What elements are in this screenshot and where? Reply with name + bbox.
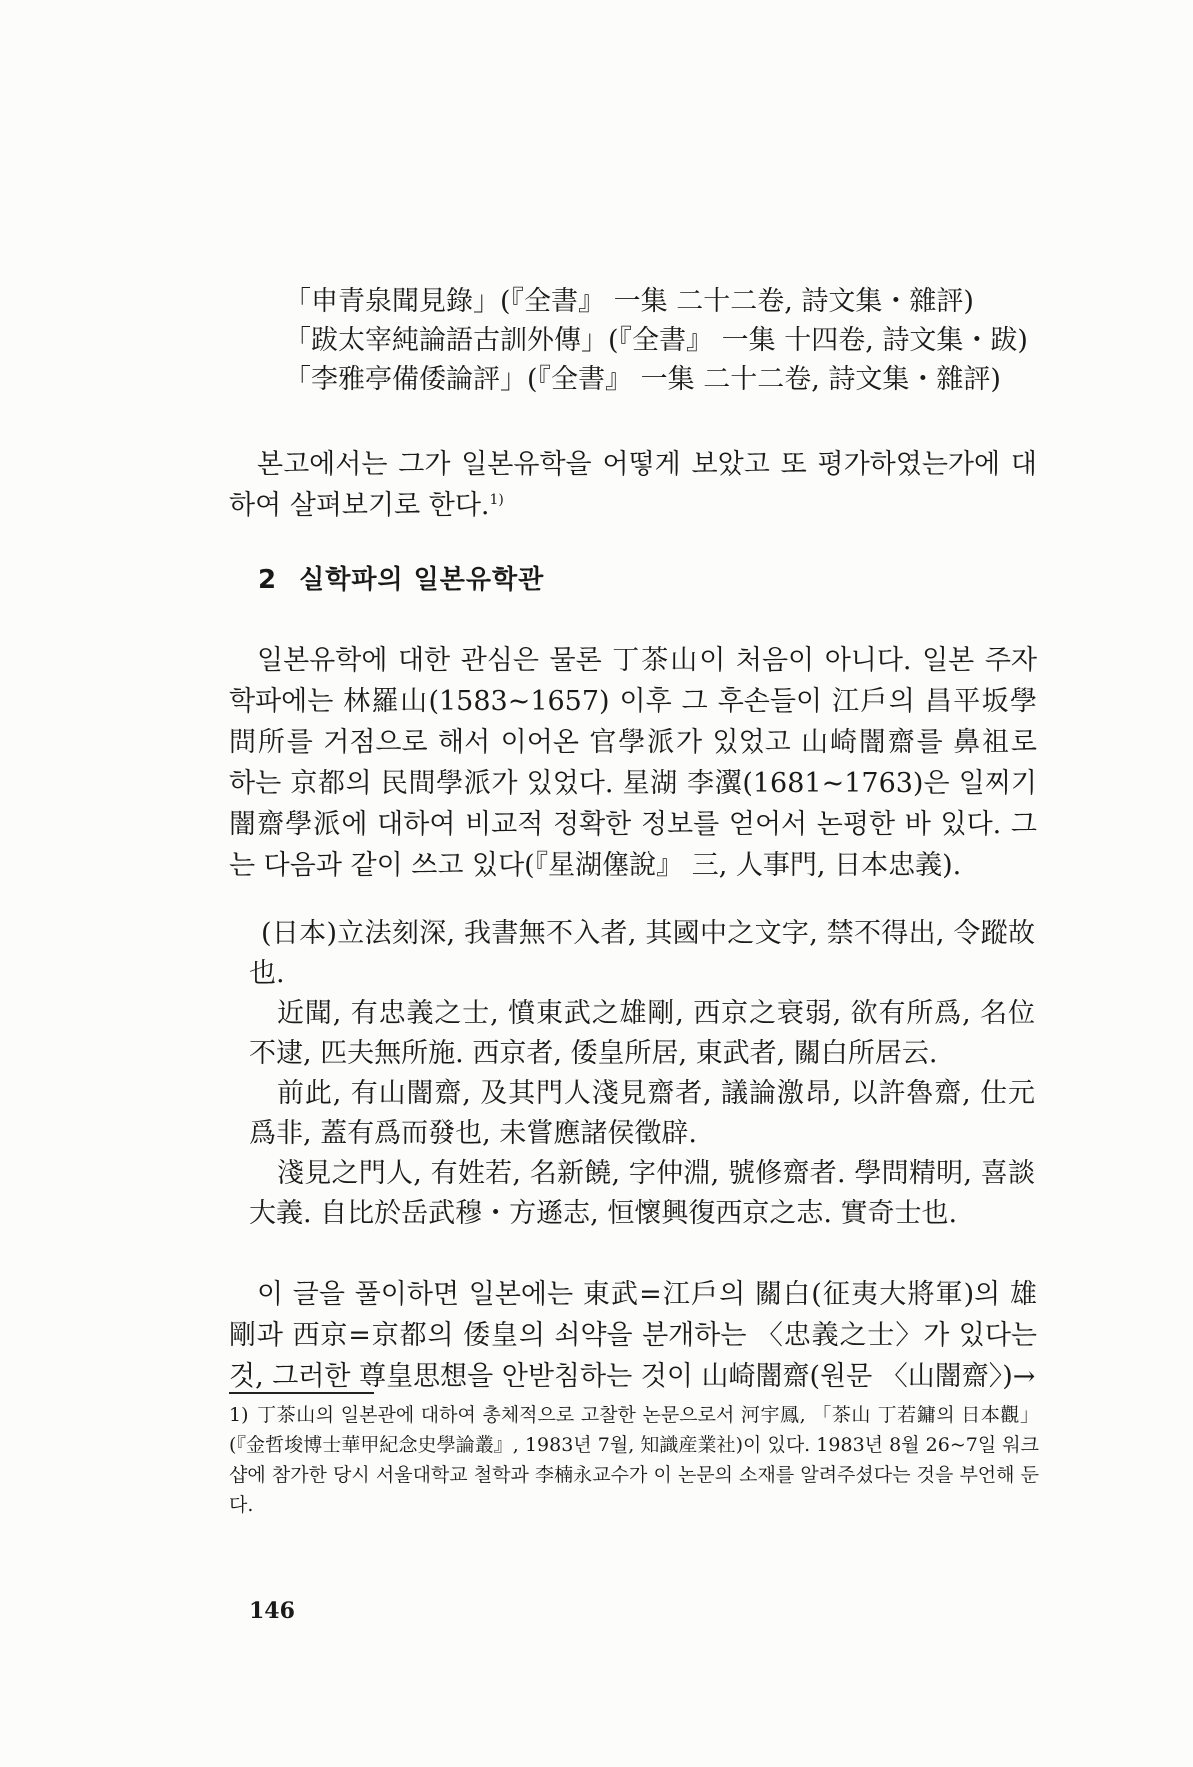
footnote — [229, 1400, 1039, 1520]
intro-text: 본고에서는 그가 일본유학을 어떻게 보았고 또 평가하였는가에 대하여 살펴보기로 한다. — [229, 449, 1037, 521]
quote-line: (日本)立法刻深, 我書無不入者, 其國中之文字, 禁不得出, 令蹤故也. — [249, 918, 1035, 989]
commentary-paragraph: 이 글을 풀이하면 일본에는 東武=江戶의 關白(征夷大將軍)의 雄剛과 西京=京都의 倭皇의 쇠약을 분개하는 〈忠義之士〉가 있다는 것, 그러한 尊皇思想을 안받침하는 것이 山崎闇齋(원문 〈山闇齋〉)→ — [229, 1279, 1037, 1392]
quote-line: 近聞, 有忠義之士, 憤東武之雄剛, 西京之衰弱, 欲有所爲, 名位不逮, 匹夫無所施. 西京者, 倭皇所居, 東武者, 關白所居云. — [249, 998, 1035, 1069]
classical-quotation — [249, 914, 1035, 1234]
footnote-mark: 1) — [229, 1404, 249, 1426]
body-paragraph: 일본유학에 대한 관심은 물론 丁茶山이 처음이 아니다. 일본 주자학파에는 林羅山(1583~1657) 이후 그 후손들이 江戶의 昌平坂學問所를 거점으로 해서 이어온 官學派가 있었고 山崎闇齋를 鼻祖로 하는 京都의 民間學派가 있었다. 星湖 李瀷(1681~1763)은 일찌기 闇齋學派에 대하여 비교적 정확한 정보를 얻어서 논평한 바 있다. 그는 다음과 같이 쓰고 있다(『星湖僿說』 三, 人事門, 日本忠義). — [229, 645, 1037, 881]
source-item: 「李雅亭備倭論評」(『全書』 一集 二十二卷, 詩文集・雜評) — [284, 364, 1001, 395]
section-heading — [258, 562, 544, 598]
source-list — [284, 282, 1044, 399]
source-item: 「申青泉聞見錄」(『全書』 一集 二十二卷, 詩文集・雜評) — [284, 286, 974, 317]
section-title: 실학파의 일본유학관 — [299, 565, 545, 595]
page-number: 146 — [249, 1598, 295, 1624]
quote-line: 淺見之門人, 有姓若, 名新饒, 字仲淵, 號修齋者. 學問精明, 喜談大義. 自比於岳武穆・方遜志, 恒懷興復西京之志. 實奇士也. — [249, 1158, 1035, 1229]
footnote-reference: 1) — [489, 492, 504, 508]
footnote-text: 丁茶山의 일본관에 대하여 총체적으로 고찰한 논문으로서 河宇鳳, 「茶山 丁若鏞의 日本觀」(『金哲埈博士華甲紀念史學論叢』, 1983년 7월, 知識産業社)이 있다. 1983년 8월 26~7일 워크샵에 참가한 당시 서울대학교 철학과 李楠永교수가 이 논문의 소재를 알려주셨다는 것을 부언해 둔다. — [229, 1404, 1039, 1516]
source-item: 「跋太宰純論語古訓外傳」(『全書』 一集 十四卷, 詩文集・跋) — [284, 325, 1028, 356]
quote-line: 前此, 有山闇齋, 及其門人淺見齋者, 議論激昂, 以許魯齋, 仕元爲非, 蓋有爲而發也, 未嘗應諸侯徵辟. — [249, 1078, 1035, 1149]
intro-paragraph — [229, 444, 1037, 526]
footnote-divider — [229, 1392, 374, 1394]
section-number: 2 — [258, 565, 278, 595]
